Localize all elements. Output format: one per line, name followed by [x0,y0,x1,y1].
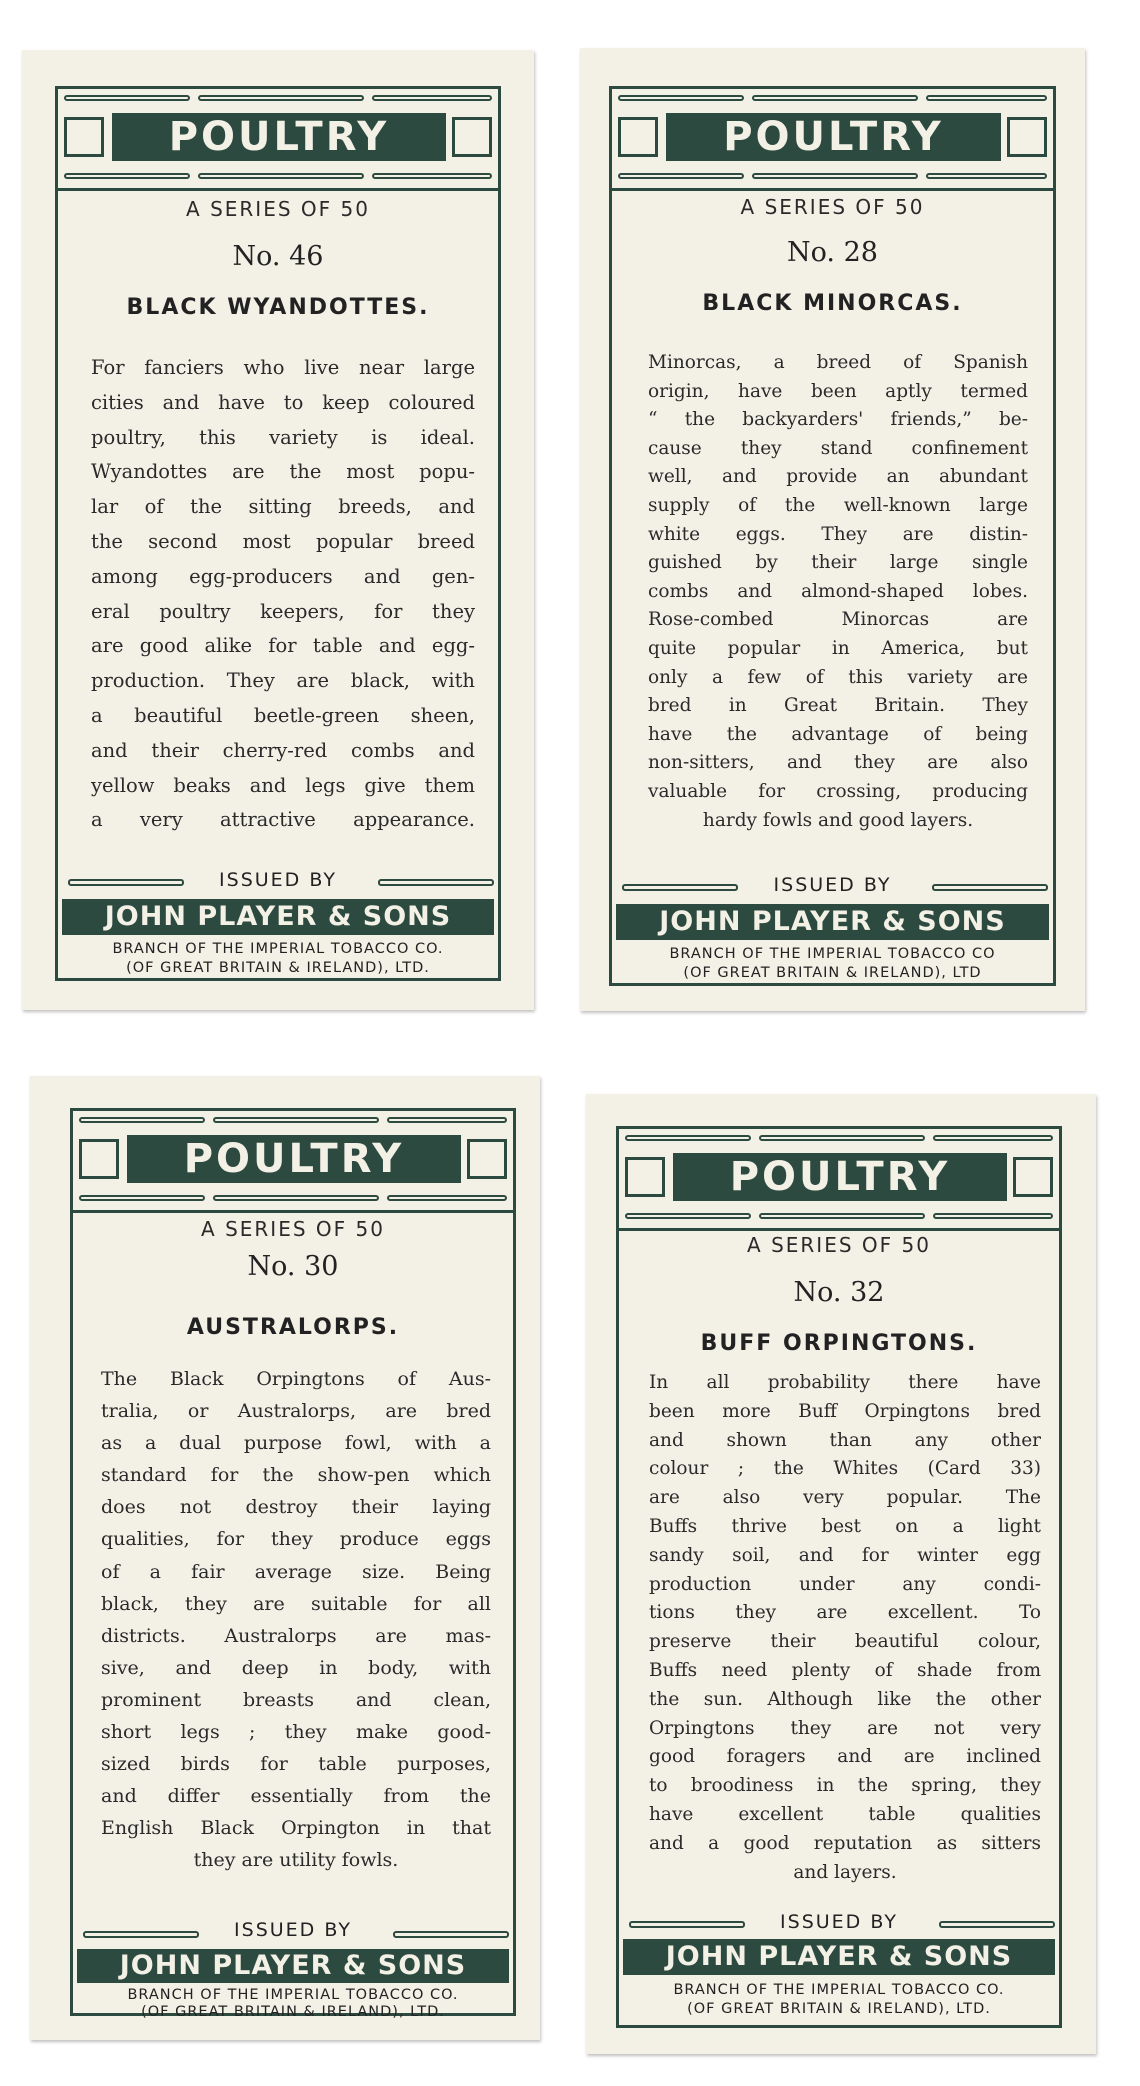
series-label: A SERIES OF 50 [201,1217,385,1241]
branch-line-1: BRANCH OF THE IMPERIAL TOBACCO CO. [112,941,444,957]
card-number: No. 32 [793,1277,885,1308]
card-description: In all probability there have been more Buff Orpingtons bred and shown than any other colour ; the Whites (Card 33) are also very popular. The Buffs thrive best on a light sandy soil, and for winter egg production under any condi- tions they are excellent. To preserve their beautiful colour, Buffs need plenty of shade from the sun. Although like the other Orpingtons they are not very good foragers and are inclined to broodiness in the spring, they have excellent table qualities and a good reputation as sitters and layers. [649,1372,1041,1883]
card-number: No. 30 [247,1251,339,1282]
card-frame [609,86,1056,986]
card-header [612,89,1053,191]
branch-line-2: (OF GREAT BRITAIN & IRELAND), LTD. [687,2001,991,2017]
card-no-46 [22,50,534,1010]
poultry-banner: POULTRY [112,113,446,161]
issued-by-label: ISSUED BY [773,874,892,896]
series-label: A SERIES OF 50 [186,197,370,221]
branch-line-2: (OF GREAT BRITAIN & IRELAND), LTD. [126,960,430,976]
card-number: No. 28 [787,237,878,268]
issuer-banner: JOHN PLAYER & SONS [623,1939,1055,1975]
series-label: A SERIES OF 50 [740,195,925,219]
card-description: The Black Orpingtons of Aus- tralia, or Australorps, are bred as a dual purpose fowl, with a standard for the show-pen which does not destroy their laying qualities, for they produce eggs of a fair average size. Being black, they are suitable for all districts. Australorps are mas- sive, and deep in body, with prominent breasts and clean, short legs ; they make good- sized birds for table purposes, and differ essentially from the English Black Orpington in that they are utility fowls. [101,1368,491,1872]
card-no-28 [580,48,1085,1011]
card-no-32 [586,1094,1096,2054]
poultry-banner: POULTRY [673,1153,1007,1201]
card-frame [616,1126,1062,2028]
issued-by-label: ISSUED BY [219,869,337,891]
card-header [619,1129,1059,1231]
card-header [58,89,498,191]
card-title: BUFF ORPINGTONS. [700,1331,978,1356]
issuer-banner: JOHN PLAYER & SONS [77,1949,509,1983]
branch-line-1: BRANCH OF THE IMPERIAL TOBACCO CO. [673,1982,1005,1998]
card-frame [55,86,501,981]
poultry-banner: POULTRY [127,1135,461,1183]
card-title: AUSTRALORPS. [186,1315,400,1340]
issued-by-label: ISSUED BY [780,1911,898,1933]
issuer-banner: JOHN PLAYER & SONS [62,899,494,935]
card-frame [70,1108,516,2020]
poultry-banner: POULTRY [666,113,1001,161]
card-no-30 [30,1076,540,2040]
issued-by-label: ISSUED BY [234,1919,352,1941]
card-header [73,1111,513,1213]
branch-line-2: (OF GREAT BRITAIN & IRELAND), LTD [683,965,982,981]
card-title: BLACK WYANDOTTES. [126,295,430,320]
card-description: For fanciers who live near large cities and have to keep coloured poultry, this variety is ideal. Wyandottes are the most popu- lar of the sitting breeds, and the second most popular breed among egg-producers and gen- eral poultry keepers, for they are good alike for table and egg- production. They are black, with a beautiful beetle-green sheen, and their cherry-red combs and yellow beaks and legs give them a very attractive appearance. [91,356,475,832]
card-title: BLACK MINORCAS. [702,291,963,316]
card-description: Minorcas, a breed of Spanish origin, have been aptly termed “ the backyarders' friends,” be- cause they stand confinement well, and provide an abundant supply of the well-known large white eggs. They are distin- guished by their large single combs and almond-shaped lobes. Rose-combed Minorcas are quite popular in America, but only a few of this variety are bred in Great Britain. They have the advantage of being non-sitters, and they are also valuable for crossing, producing hardy fowls and good layers. [648,352,1028,831]
card-number: No. 46 [232,241,324,272]
series-label: A SERIES OF 50 [747,1233,931,1257]
issuer-banner: JOHN PLAYER & SONS [616,904,1049,940]
branch-line-1: BRANCH OF THE IMPERIAL TOBACCO CO. [127,1987,459,2003]
branch-line-2: (OF GREAT BRITAIN & IRELAND), LTD. [141,2004,445,2020]
branch-line-1: BRANCH OF THE IMPERIAL TOBACCO CO [669,946,996,962]
